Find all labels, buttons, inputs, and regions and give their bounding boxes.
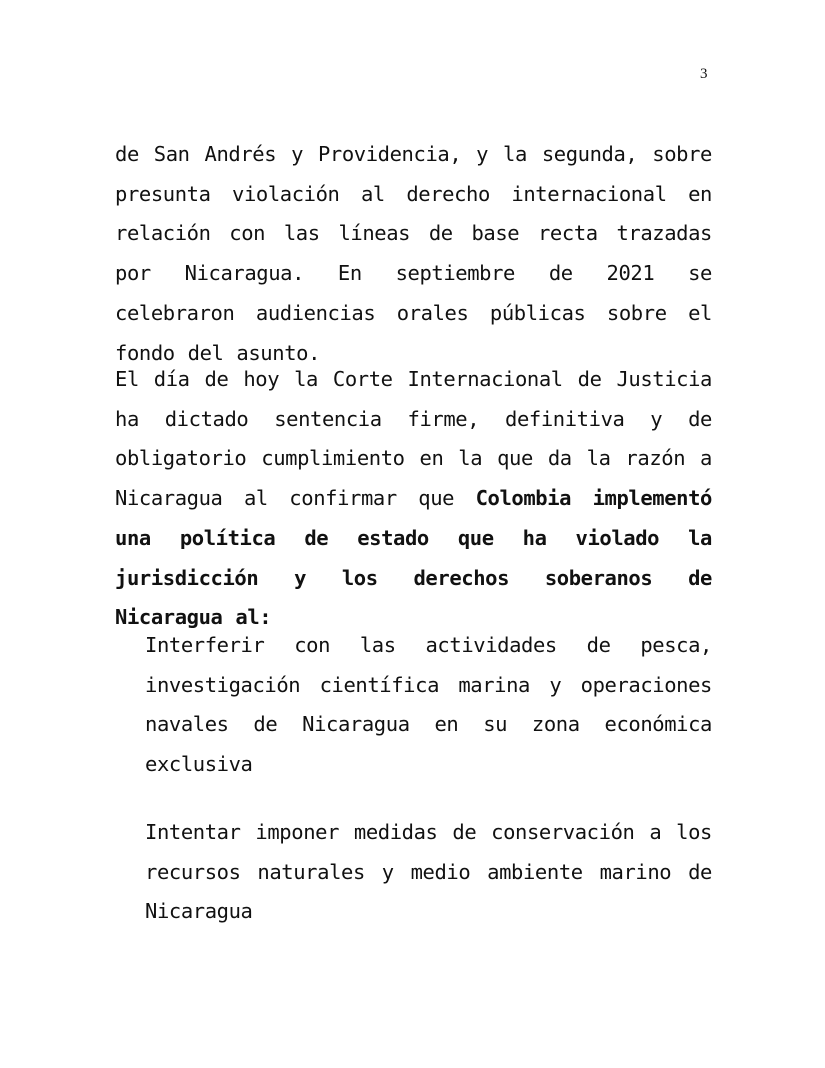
- paragraph-intro: [115, 135, 712, 373]
- list-item-text: Intentar imponer medidas de conservación a los recursos naturales y medio ambiente marino de Nicaragua: [145, 820, 712, 924]
- paragraph-ruling-text: El día de hoy la Corte Internacional de Justicia ha dictado sentencia firme, definitiva y de obligatorio cumplimiento en la que da la razón a Nicaragua al confirmar que: [115, 367, 712, 511]
- page-number: 3: [700, 66, 708, 82]
- paragraph-ruling-bold-text: Colombia implementó una política de estado que ha violado la jurisdicción y los derechos soberanos de Nicaragua al:: [115, 486, 712, 630]
- list-item-text: Interferir con las actividades de pesca, investigación científica marina y operaciones navales de Nicaragua en su zona económica exclusiva: [145, 633, 712, 777]
- paragraph-ruling: [115, 360, 712, 638]
- list-item: [145, 626, 712, 785]
- list-item: [145, 813, 712, 932]
- paragraph-intro-text: de San Andrés y Providencia, y la segunda, sobre presunta violación al derecho internacional en relación con las líneas de base recta trazadas por Nicaragua. En septiembre de 2021 se celebraron audiencias orales públicas sobre el fondo del asunto.: [115, 142, 712, 365]
